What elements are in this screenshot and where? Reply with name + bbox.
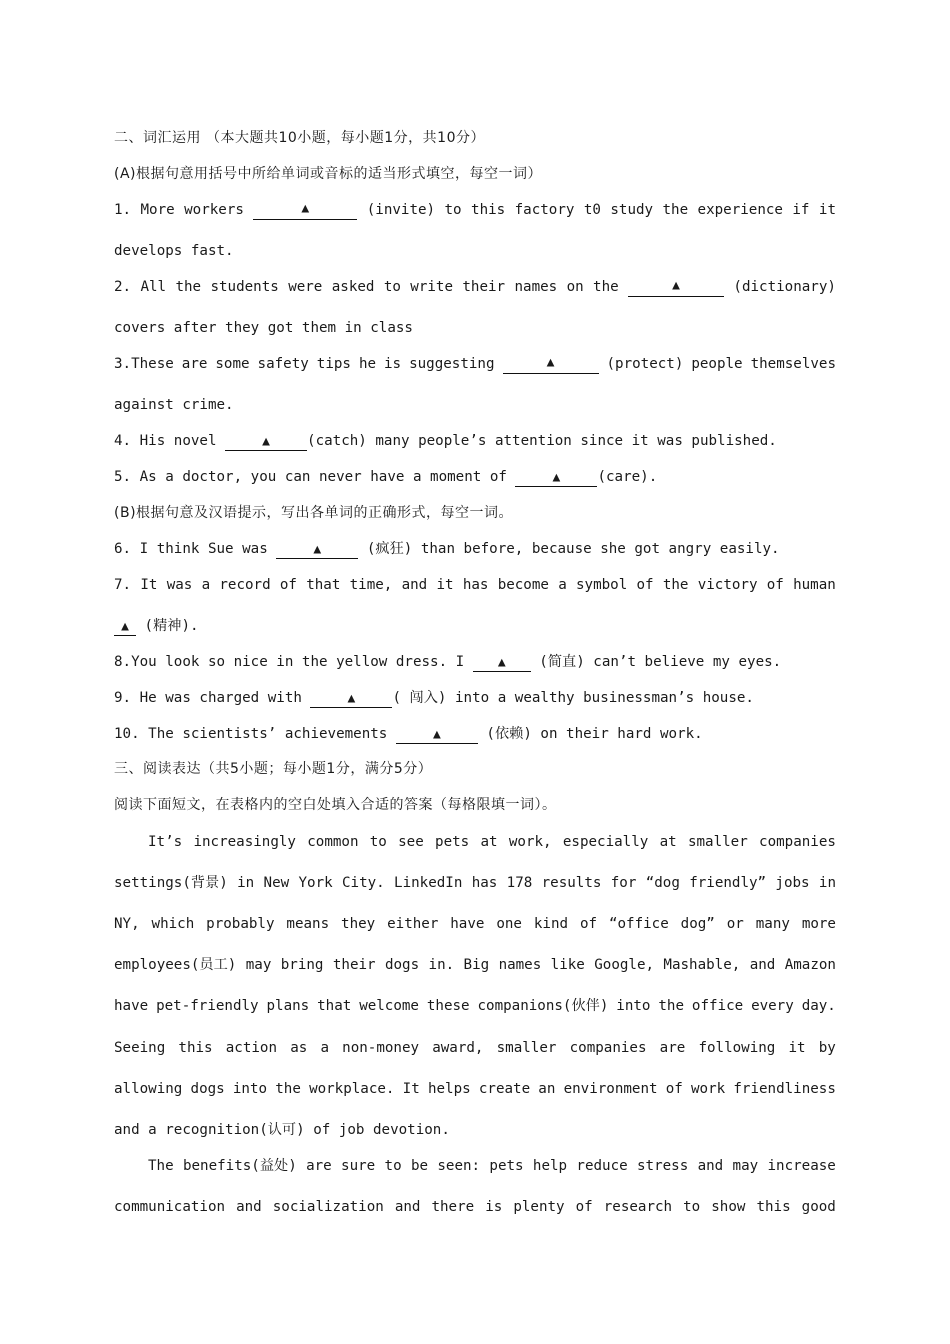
- word: dogs: [190, 1081, 225, 1097]
- word: at: [659, 834, 677, 850]
- word: the: [658, 998, 684, 1014]
- word: see: [398, 834, 424, 850]
- word: friendliness: [733, 1081, 836, 1097]
- word: of: [665, 1081, 683, 1097]
- word: workplace.: [309, 1081, 395, 1097]
- question-6-text: 6. I think Sue was: [114, 541, 277, 557]
- word: t0: [583, 202, 601, 218]
- section-3-heading: 三、阅读表达（共5小题；每小题1分，满分5分）: [114, 761, 433, 777]
- word: asked: [331, 279, 375, 295]
- word: It: [402, 1081, 420, 1097]
- word: employees(员工): [114, 957, 237, 973]
- word: that: [317, 998, 352, 1014]
- word: following: [698, 1040, 776, 1056]
- word: a: [320, 1040, 329, 1056]
- word: and: [697, 1158, 724, 1174]
- word: like: [550, 957, 585, 973]
- word: have: [114, 998, 149, 1014]
- word: to: [383, 279, 401, 295]
- question-9: [114, 688, 836, 708]
- word: that: [306, 577, 341, 593]
- word: settings(背景): [114, 875, 228, 891]
- question-4: [114, 431, 836, 451]
- word: environment: [563, 1081, 658, 1097]
- part-b-instruction: (B)根据句意及汉语提示，写出各单词的正确形式，每空一词。: [114, 505, 514, 521]
- question-3-line-1: [114, 354, 836, 374]
- word: 2.: [114, 279, 132, 295]
- question-10-text: 10. The scientists’ achievements: [114, 726, 396, 742]
- word: research: [603, 1199, 673, 1215]
- question-1-line-2: develops fast.: [114, 243, 234, 259]
- word: every: [751, 998, 794, 1014]
- word: time,: [349, 577, 393, 593]
- question-4-hint: (catch) many people’s attention since it was published.: [307, 433, 777, 449]
- word: at: [480, 834, 498, 850]
- word: the: [662, 577, 689, 593]
- word: suggesting: [409, 356, 495, 372]
- word: names: [498, 957, 542, 973]
- word: an: [538, 1081, 556, 1097]
- word: which: [151, 916, 195, 932]
- word: of: [575, 1199, 593, 1215]
- word: victory: [697, 577, 758, 593]
- paragraph-1-line: [114, 1038, 836, 1058]
- word: in.: [428, 957, 455, 973]
- word: a: [558, 577, 567, 593]
- word: into: [616, 998, 651, 1014]
- word: 7.: [114, 577, 132, 593]
- question-7-hint: (精神).: [136, 618, 199, 634]
- word: if: [792, 202, 810, 218]
- word: NY,: [114, 916, 140, 932]
- word: Seeing: [114, 1040, 166, 1056]
- word: plans: [266, 998, 310, 1014]
- word: as: [290, 1040, 308, 1056]
- word: The: [148, 1158, 174, 1174]
- word: Big: [463, 957, 490, 973]
- answer-blank[interactable]: [628, 277, 724, 297]
- word: of: [579, 916, 598, 932]
- word: to: [444, 202, 462, 218]
- word: students: [210, 279, 279, 295]
- question-7-line-1: [114, 575, 836, 595]
- word: by: [818, 1040, 836, 1056]
- word: may: [732, 1158, 759, 1174]
- reading-instruction: 阅读下面短文，在表格内的空白处填入合适的答案（每格限填一词）。: [114, 797, 557, 813]
- paragraph-1-line: [114, 873, 836, 893]
- word: and: [749, 957, 776, 973]
- word: help: [532, 1158, 568, 1174]
- answer-blank[interactable]: [253, 200, 357, 220]
- paragraph-1-line: [114, 832, 836, 852]
- word: it: [818, 202, 836, 218]
- paragraph-2-line: [114, 1156, 836, 1176]
- question-4-text: 4. His novel: [114, 433, 226, 449]
- word: New: [263, 875, 290, 891]
- question-9-text: 9. He was charged with: [114, 690, 311, 706]
- word: (dictionary): [733, 279, 836, 295]
- word: (protect): [606, 356, 684, 372]
- word: this: [756, 1199, 791, 1215]
- word: smaller: [687, 834, 748, 850]
- word: companions(伙伴): [477, 998, 609, 1014]
- word: York: [298, 875, 333, 891]
- word: to: [683, 1199, 701, 1215]
- word: he: [358, 356, 377, 372]
- question-5-text: 5. As a doctor, you can never have a moment of: [114, 469, 516, 485]
- triangle-marker-icon: ▲: [546, 355, 555, 370]
- paragraph-1-line: [114, 955, 836, 975]
- word: work,: [508, 834, 552, 850]
- word: good: [801, 1199, 836, 1215]
- triangle-marker-icon: ▲: [313, 542, 322, 557]
- word: communication: [114, 1199, 226, 1215]
- word: allowing: [114, 1081, 183, 1097]
- word: pet-friendly: [156, 998, 259, 1014]
- question-7-line-2: [114, 616, 836, 636]
- word: LinkedIn: [394, 875, 463, 891]
- word: they: [341, 916, 376, 932]
- word: on: [566, 279, 584, 295]
- answer-blank[interactable]: [515, 469, 597, 487]
- word: companies: [759, 834, 836, 850]
- word: dog”: [680, 916, 715, 932]
- word: people: [691, 356, 743, 372]
- word: pets: [435, 834, 470, 850]
- word: or: [726, 916, 744, 932]
- answer-blank[interactable]: [396, 726, 478, 744]
- word: of: [766, 577, 784, 593]
- word: sure: [341, 1158, 376, 1174]
- paragraph-1-line: [114, 996, 836, 1016]
- word: It’s: [148, 834, 183, 850]
- word: a: [201, 577, 211, 593]
- word: themselves: [750, 356, 836, 372]
- word: show: [711, 1199, 746, 1215]
- word: benefits(益处): [182, 1158, 297, 1174]
- word: record: [219, 577, 271, 593]
- paragraph-1-last-line: and a recognition(认可) of job devotion.: [114, 1122, 450, 1138]
- word: It: [140, 577, 158, 593]
- word: their: [462, 279, 506, 295]
- word: in: [237, 875, 255, 891]
- question-6: [114, 539, 836, 559]
- word: experience: [697, 202, 783, 218]
- triangle-marker-icon: ▲: [497, 655, 506, 670]
- word: human: [793, 577, 836, 593]
- word: factory: [514, 202, 575, 218]
- question-8-text: 8.You look so nice in the yellow dress. I: [114, 654, 473, 670]
- word: the: [275, 1081, 301, 1097]
- section-2-heading: 二、词汇运用 （本大题共10小题，每小题1分，共10分）: [114, 130, 485, 146]
- word: it: [788, 1040, 806, 1056]
- word: non-money: [342, 1040, 420, 1056]
- word: plenty: [513, 1199, 565, 1215]
- word: 1.: [114, 202, 132, 218]
- word: these: [426, 998, 470, 1014]
- word: has: [462, 577, 489, 593]
- word: are: [181, 356, 208, 372]
- paragraph-1-line: [114, 914, 836, 934]
- word: All: [140, 279, 167, 295]
- word: (invite): [366, 202, 436, 218]
- word: of: [279, 577, 297, 593]
- answer-blank[interactable]: [503, 354, 599, 374]
- answer-blank[interactable]: [276, 541, 358, 559]
- word: increasingly: [193, 834, 296, 850]
- word: tips: [316, 356, 351, 372]
- word: there: [431, 1199, 475, 1215]
- word: bring: [280, 957, 324, 973]
- word: Mashable,: [663, 957, 741, 973]
- triangle-marker-icon: ▲: [121, 619, 129, 634]
- paragraph-1-line: [114, 1079, 836, 1099]
- answer-blank[interactable]: [473, 654, 531, 672]
- word: were: [288, 279, 323, 295]
- word: reduce: [576, 1158, 628, 1174]
- paragraph-2-line: [114, 1197, 836, 1217]
- word: probably: [206, 916, 275, 932]
- answer-blank[interactable]: [225, 433, 307, 451]
- word: in: [818, 875, 836, 891]
- triangle-marker-icon: ▲: [301, 201, 310, 216]
- question-6-hint: (疯狂) than before, because she got angry easily.: [358, 541, 780, 557]
- word: to: [384, 1158, 402, 1174]
- word: especially: [562, 834, 649, 850]
- word: and: [401, 577, 428, 593]
- question-8-hint: (简直) can’t believe my eyes.: [530, 654, 782, 670]
- question-10-hint: (依赖) on their hard work.: [477, 726, 703, 742]
- word: is: [485, 1199, 503, 1215]
- word: 3.These: [114, 356, 174, 372]
- word: the: [662, 202, 689, 218]
- word: office: [691, 998, 744, 1014]
- word: companies: [569, 1040, 647, 1056]
- word: work: [691, 1081, 726, 1097]
- word: common: [307, 834, 359, 850]
- word: this: [471, 202, 506, 218]
- word: is: [384, 356, 402, 372]
- word: more: [801, 916, 836, 932]
- word: 178: [506, 875, 533, 891]
- word: was: [166, 577, 193, 593]
- word: one: [496, 916, 522, 932]
- word: the: [175, 279, 202, 295]
- word: pets: [489, 1158, 524, 1174]
- word: stress: [637, 1158, 689, 1174]
- word: results: [541, 875, 602, 891]
- word: many: [755, 916, 790, 932]
- word: have: [450, 916, 485, 932]
- word: may: [245, 957, 272, 973]
- word: award,: [432, 1040, 484, 1056]
- word: names: [514, 279, 558, 295]
- word: “office: [608, 916, 669, 932]
- word: day.: [801, 998, 836, 1014]
- word: of: [636, 577, 654, 593]
- answer-blank[interactable]: [310, 690, 392, 708]
- word: are: [659, 1040, 686, 1056]
- word: socialization: [272, 1199, 384, 1215]
- word: kind: [533, 916, 569, 932]
- word: More: [140, 202, 175, 218]
- word: welcome: [359, 998, 419, 1014]
- word: and: [236, 1199, 262, 1215]
- word: Amazon: [784, 957, 836, 973]
- word: means: [286, 916, 330, 932]
- word: either: [387, 916, 439, 932]
- word: jobs: [775, 875, 810, 891]
- word: symbol: [575, 577, 628, 593]
- word: create: [478, 1081, 531, 1097]
- word: some: [215, 356, 250, 372]
- word: for: [610, 875, 637, 891]
- word: safety: [257, 356, 309, 372]
- word: increase: [767, 1158, 836, 1174]
- word: write: [410, 279, 454, 295]
- triangle-marker-icon: ▲: [347, 691, 356, 706]
- triangle-marker-icon: ▲: [552, 470, 561, 485]
- question-5: [114, 467, 836, 487]
- question-2-line-1: [114, 277, 836, 297]
- word: it: [436, 577, 454, 593]
- word: has: [471, 875, 498, 891]
- word: their: [332, 957, 376, 973]
- triangle-marker-icon: ▲: [672, 278, 680, 293]
- word: helps: [427, 1081, 471, 1097]
- word: this: [178, 1040, 213, 1056]
- word: study: [610, 202, 654, 218]
- word: to: [369, 834, 387, 850]
- question-8: [114, 652, 836, 672]
- word: friendly”: [689, 875, 767, 891]
- word: smaller: [496, 1040, 557, 1056]
- question-10: [114, 724, 836, 744]
- question-1-line-1: [114, 200, 836, 220]
- triangle-marker-icon: ▲: [432, 727, 441, 742]
- word: Google,: [594, 957, 655, 973]
- word: City.: [342, 875, 385, 891]
- word: the: [593, 279, 619, 295]
- answer-blank[interactable]: [114, 618, 136, 636]
- word: workers: [184, 202, 244, 218]
- question-3-line-2: against crime.: [114, 397, 234, 413]
- word: seen:: [437, 1158, 481, 1174]
- question-5-hint: (care).: [597, 469, 658, 485]
- word: into: [232, 1081, 268, 1097]
- word: action: [225, 1040, 278, 1056]
- word: and: [394, 1199, 421, 1215]
- question-2-line-2: covers after they got them in class: [114, 320, 413, 336]
- word: dogs: [384, 957, 420, 973]
- triangle-marker-icon: ▲: [262, 434, 270, 449]
- word: become: [497, 577, 549, 593]
- word: “dog: [645, 875, 680, 891]
- word: are: [306, 1158, 332, 1174]
- part-a-instruction: (A)根据句意用括号中所给单词或音标的适当形式填空，每空一词）: [114, 166, 542, 182]
- question-9-hint: ( 闯入) into a wealthy businessman’s house.: [392, 690, 754, 706]
- word: be: [410, 1158, 429, 1174]
